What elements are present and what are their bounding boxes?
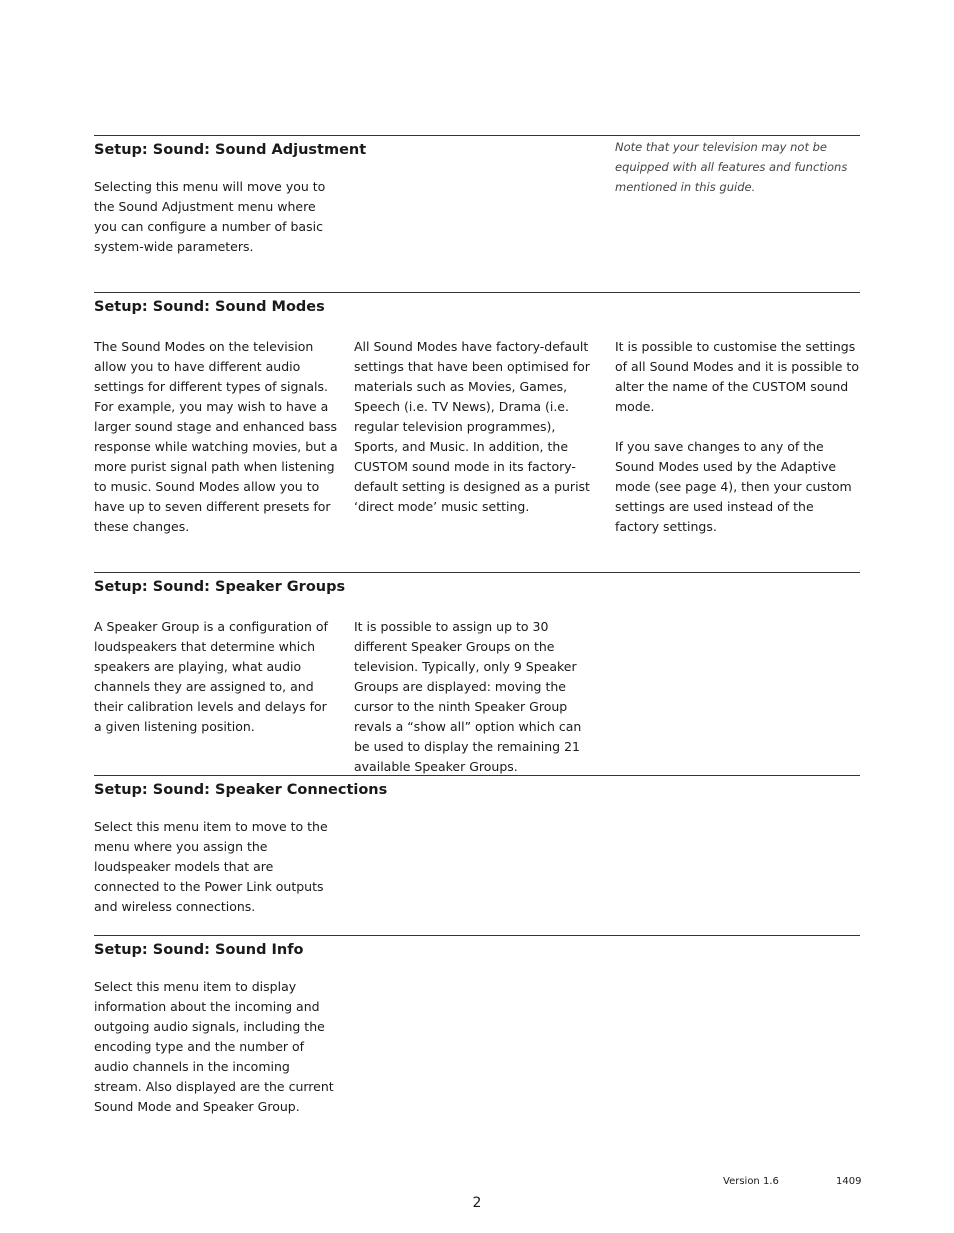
section-heading: Setup: Sound: Speaker Groups [94,579,346,595]
paragraph: Select this menu item to display information about the incoming and outgoing audio signals, including the encoding type and the number of audio channels in the incoming stream. Also displayed are the current Sound Mode and Speaker Group. [94,979,334,1114]
paragraph: If you save changes to any of the Sound Modes used by the Adaptive mode (see page 4), then your custom settings are used instead of the factory settings. [615,439,852,534]
column-2 [354,617,598,777]
section-sound-modes [94,292,860,568]
section-sound-adjustment [94,135,860,286]
footer-code: 1409 [836,1176,862,1187]
section-heading: Setup: Sound: Sound Info [94,942,304,958]
paragraph: It is possible to customise the settings of all Sound Modes and it is possible to alter the name of the CUSTOM sound mode. [615,339,859,414]
column-1 [94,337,338,537]
section-sound-info [94,935,860,1136]
section-heading: Setup: Sound: Speaker Connections [94,782,388,798]
section-body [94,177,338,257]
note-text: Note that your television may not be equipped with all features and functions mentioned in this guide. [615,140,848,194]
paragraph: All Sound Modes have factory-default settings that have been optimised for materials such as Movies, Games, Speech (i.e. TV News), Drama (i.e. regular television programmes), Sports, and Music. In addition, the CUSTOM sound mode in its factory-default setting is designed as a purist ‘direct mode’ music setting. [354,339,590,514]
page-number: 2 [472,1195,482,1211]
side-note [615,137,859,197]
footer-version: Version 1.6 [723,1176,779,1187]
section-speaker-groups [94,572,860,774]
paragraph: Selecting this menu will move you to the Sound Adjustment menu where you can configure a number of basic system-wide parameters. [94,179,326,254]
paragraph: Select this menu item to move to the menu where you assign the loudspeaker models that are connected to the Power Link outputs and wireless connections. [94,819,328,914]
paragraph: A Speaker Group is a configuration of loudspeakers that determine which speakers are playing, what audio channels they are assigned to, and their calibration levels and delays for a given listening position. [94,619,328,734]
section-heading: Setup: Sound: Sound Modes [94,299,325,315]
column-3 [615,337,859,537]
paragraph: It is possible to assign up to 30 different Speaker Groups on the television. Typically, only 9 Speaker Groups are displayed: moving the cursor to the ninth Speaker Group revals a “show all” option which can be used to display the remaining 21 available Speaker Groups. [354,619,582,774]
paragraph: The Sound Modes on the television allow you to have different audio settings for different types of signals. For example, you may wish to have a larger sound stage and enhanced bass response while watching movies, but a more purist signal path when listening to music. Sound Modes allow you to have up to seven different presets for these changes. [94,339,338,534]
section-body [94,977,338,1117]
section-speaker-connections [94,775,860,931]
column-2 [354,337,598,517]
column-1 [94,617,338,737]
section-body [94,817,338,917]
section-heading: Setup: Sound: Sound Adjustment [94,142,367,158]
